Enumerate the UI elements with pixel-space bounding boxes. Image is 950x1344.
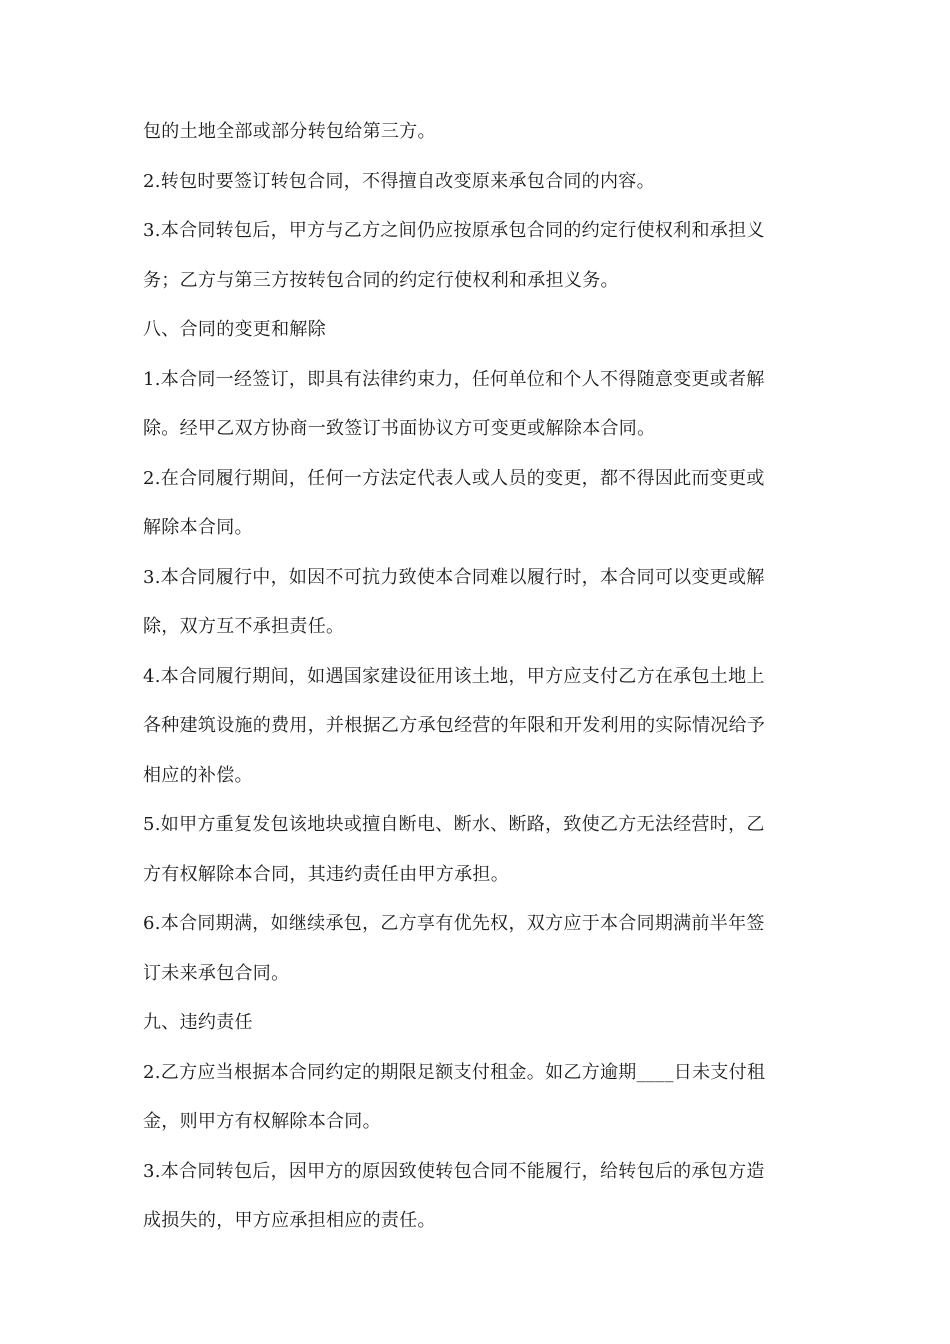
text-line: 成损失的，甲方应承担相应的责任。 — [143, 1210, 436, 1231]
text-line: 方有权解除本合同，其违约责任由甲方承担。 — [143, 863, 509, 885]
clause-line: 6.本合同期满，如继续承包，乙方享有优先权，双方应于本合同期满前半年签 — [143, 913, 765, 934]
text-line: 务；乙方与第三方按转包合同的约定行使权利和承担义务。 — [143, 269, 619, 291]
clause-line: 1.本合同一经签订，即具有法律约束力，任何单位和个人不得随意变更或者解 — [143, 368, 765, 390]
text-line: 除。经甲乙双方协商一致签订书面协议方可变更或解除本合同。 — [143, 418, 656, 439]
text-line: 除，双方互不承担责任。 — [143, 616, 345, 637]
clause-line: 5.如甲方重复发包该地块或擅自断电、断水、断路，致使乙方无法经营时，乙 — [143, 814, 765, 835]
text-line: 各种建筑设施的费用，并根据乙方承包经营的年限和开发利用的实际情况给予 — [143, 715, 766, 736]
clause-line: 3.本合同转包后，甲方与乙方之间仍应按原承包合同的约定行使权利和承担义 — [143, 220, 765, 241]
section-heading: 八、合同的变更和解除 — [143, 319, 326, 340]
section-heading: 九、违约责任 — [143, 1012, 253, 1033]
text-line: 订未来承包合同。 — [143, 962, 290, 984]
clause-line: 2.乙方应当根据本合同约定的期限足额支付租金。如乙方逾期____日未支付租 — [143, 1061, 766, 1083]
clause-line: 3.本合同转包后，因甲方的原因致使转包合同不能履行，给转包后的承包方造 — [143, 1160, 765, 1182]
clause-line: 2.在合同履行期间，任何一方法定代表人或人员的变更，都不得因此而变更或 — [143, 467, 765, 489]
clause-line: 2.转包时要签订转包合同，不得擅自改变原来承包合同的内容。 — [143, 170, 655, 192]
document-body — [143, 107, 813, 1246]
clause-line: 4.本合同履行期间，如遇国家建设征用该土地，甲方应支付乙方在承包土地上 — [143, 665, 765, 687]
text-line: 相应的补偿。 — [143, 764, 253, 786]
text-line: 解除本合同。 — [143, 517, 253, 538]
text-line: 包的土地全部或部分转包给第三方。 — [143, 121, 436, 142]
text-line: 金，则甲方有权解除本合同。 — [143, 1111, 381, 1132]
clause-line: 3.本合同履行中，如因不可抗力致使本合同难以履行时，本合同可以变更或解 — [143, 566, 765, 588]
